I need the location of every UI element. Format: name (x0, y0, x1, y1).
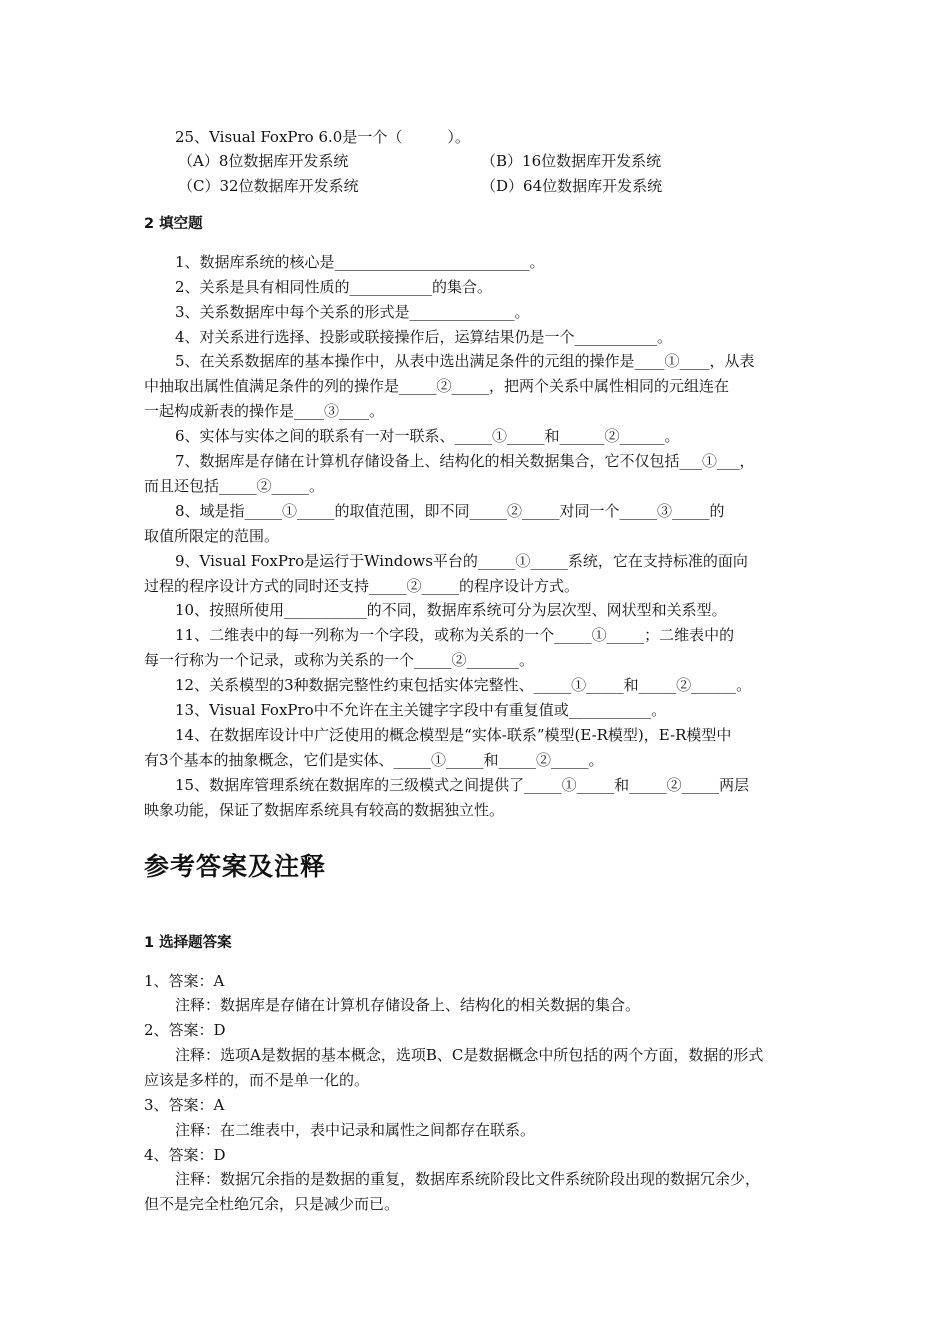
answer-line: 1、答案：A (144, 972, 225, 990)
fill-line: 9、Visual FoxPro是运行于Windows平台的_____①_____系统，它在支持标准的面向 (175, 552, 748, 570)
answer-line: 2、答案：D (144, 1021, 226, 1039)
fill-line: 映象功能，保证了数据库系统具有较高的数据独立性。 (144, 801, 505, 819)
fill-line: 5、在关系数据库的基本操作中，从表中选出满足条件的元组的操作是____①____，从表 (175, 352, 755, 370)
answer-line: 3、答案：A (144, 1096, 225, 1114)
fill-line: 13、Visual FoxPro中不允许在主关键字字段中有重复值或___________。 (175, 701, 667, 719)
fill-line: 4、对关系进行选择、投影或联接操作后，运算结果仍是一个___________。 (175, 328, 673, 346)
answer-line: 4、答案：D (144, 1146, 226, 1164)
answer-note: 注释：在二维表中，表中记录和属性之间都存在联系。 (175, 1121, 536, 1139)
fill-line: 6、实体与实体之间的联系有一对一联系、_____①_____和______②______。 (175, 427, 680, 445)
answer-note: 注释：选项A是数据的基本概念，选项B、C是数据概念中所包括的两个方面，数据的形式 (175, 1046, 764, 1064)
q25-stem: 25、Visual FoxPro 6.0是一个（ ）。 (175, 128, 470, 146)
fill-line: 10、按照所使用___________的不同，数据库系统可分为层次型、网状型和关系型。 (175, 601, 727, 619)
fill-line: 中抽取出属性值满足条件的列的操作是_____②_____，把两个关系中属性相同的元组连在 (144, 377, 730, 395)
fill-line: 取值所限定的范围。 (144, 527, 280, 545)
fill-line: 8、域是指_____①_____的取值范围，即不同_____②_____对同一个_____③_____的 (175, 502, 725, 520)
fill-line: 7、数据库是存储在计算机存储设备上、结构化的相关数据集合，它不仅包括___①___， (175, 452, 755, 470)
fill-line: 一起构成新表的操作是____③____。 (144, 402, 385, 420)
fill-line: 而且还包括_____②_____。 (144, 477, 325, 495)
fill-line: 过程的程序设计方式的同时还支持_____②_____的程序设计方式。 (144, 577, 580, 595)
fill-line: 2、关系是具有相同性质的___________的集合。 (175, 278, 493, 296)
fill-line: 3、关系数据库中每个关系的形式是______________。 (175, 303, 530, 321)
q25-option-d: （D）64位数据库开发系统 (481, 177, 663, 195)
choice-answers-title: 1 选择题答案 (144, 935, 232, 951)
answer-note: 应该是多样的，而不是单一化的。 (144, 1071, 370, 1089)
answer-note: 注释：数据库是存储在计算机存储设备上、结构化的相关数据的集合。 (175, 996, 641, 1014)
fill-line: 有3个基本的抽象概念，它们是实体、_____①_____和_____②_____。 (144, 751, 604, 769)
answer-note: 注释：数据冗余指的是数据的重复，数据库系统阶段比文件系统阶段出现的数据冗余少， (175, 1170, 761, 1188)
answer-note: 但不是完全杜绝冗余，只是减少而已。 (144, 1195, 400, 1213)
q25-option-c: （C）32位数据库开发系统 (178, 177, 359, 195)
fill-line: 11、二维表中的每一列称为一个字段，或称为关系的一个_____①_____；二维表中的 (175, 626, 735, 644)
fill-line: 每一行称为一个记录，或称为关系的一个_____②_______。 (144, 651, 535, 669)
fill-section-title: 2 填空题 (144, 216, 203, 232)
fill-line: 1、数据库系统的核心是__________________________。 (175, 253, 545, 271)
q25-option-a: （A）8位数据库开发系统 (178, 152, 349, 170)
fill-line: 12、关系模型的3种数据完整性约束包括实体完整性、_____①_____和_____②______。 (175, 676, 752, 694)
answers-title: 参考答案及注释 (144, 852, 327, 881)
fill-line: 14、在数据库设计中广泛使用的概念模型是“实体-联系”模型(E-R模型)，E-R模型中 (175, 726, 732, 744)
fill-line: 15、数据库管理系统在数据库的三级模式之间提供了_____①_____和_____②_____两层 (175, 776, 750, 794)
q25-option-b: （B）16位数据库开发系统 (481, 152, 662, 170)
